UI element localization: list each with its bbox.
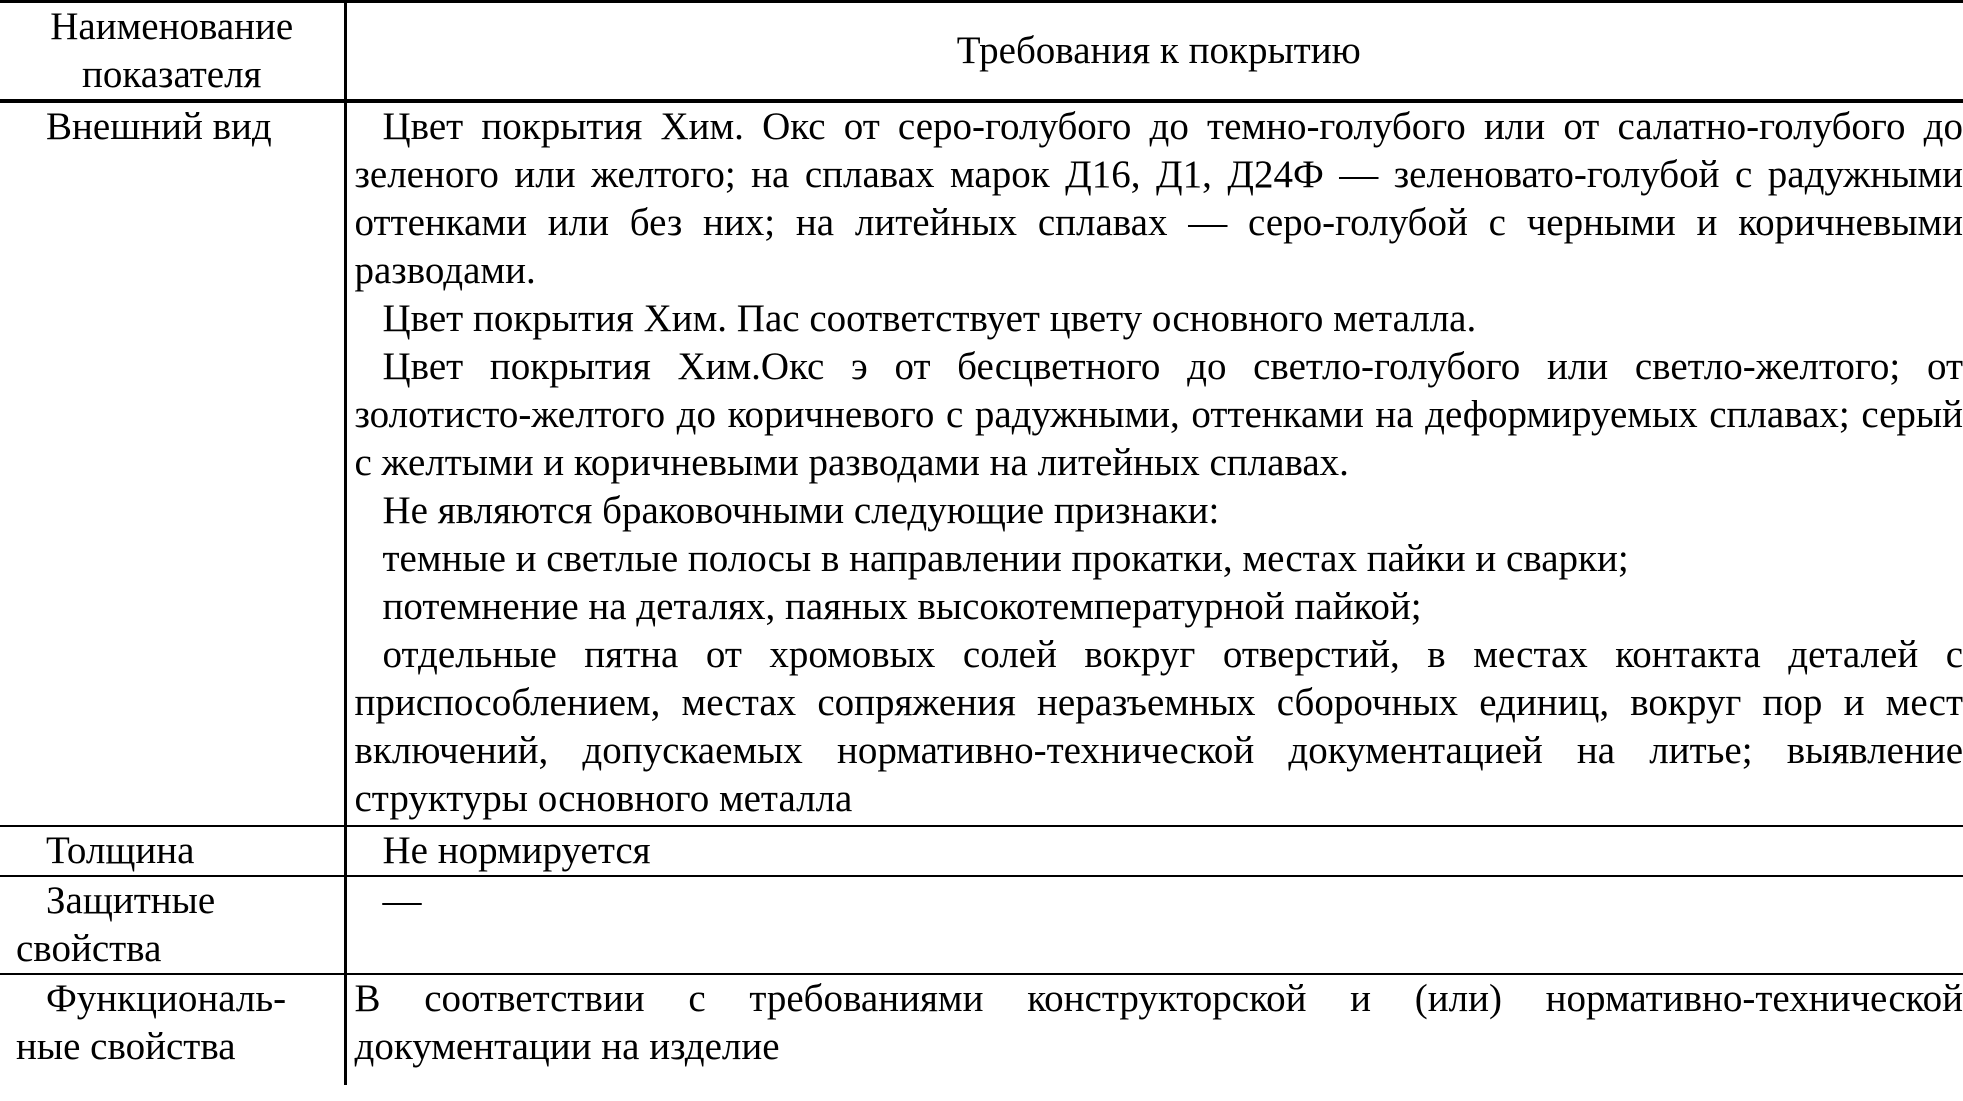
header-indicator-name	[0, 2, 345, 102]
row-content-protective	[345, 876, 1963, 974]
row-content-thickness	[345, 826, 1963, 876]
row-label-functional	[0, 974, 345, 1085]
table-header-row	[0, 2, 1963, 102]
paragraph-spots: отдельные пятна от хромовых солей вокруг отверстий, в местах контакта деталей с приспособлением, местах сопряжения неразъемных сборочных единиц, вокруг пор и мест включений, допускаемых нормативно-технической документацией на литье; выявление структуры основного металла	[354, 633, 1963, 820]
header-coating-requirements: Требования к покрытию	[345, 2, 1963, 102]
label-line: Защитные	[46, 879, 216, 922]
paragraph-protective: —	[382, 879, 422, 922]
table-row-functional	[0, 974, 1963, 1085]
table-row-appearance	[0, 101, 1963, 826]
paragraph-color-chem-oks-e: Цвет покрытия Хим.Окс э от бесцветного до светло-голубого или светло-желтого; от золотисто-желтого до коричневого с радужными, оттенками на деформируемых сплавах; серый с желтыми и коричневыми разводами на литейных сплавах.	[354, 345, 1963, 484]
label-line: ные свойства	[16, 1025, 236, 1068]
row-label-protective	[0, 876, 345, 974]
row-content-functional	[345, 974, 1963, 1085]
paragraph-non-reject-signs: Не являются браковочными следующие признаки:	[382, 489, 1220, 532]
header-col1-line1: Наименование	[50, 5, 294, 48]
row-label-thickness	[0, 826, 345, 876]
row-content-appearance	[345, 101, 1963, 826]
paragraph-thickness: Не нормируется	[382, 829, 651, 872]
label-line: Функциональ-	[46, 977, 287, 1020]
paragraph-color-chem-oks: Цвет покрытия Хим. Окс от серо-голубого до темно-голубого или от салатно-голубого до зеленого или желтого; на сплавах марок Д16, Д1, Д24Ф — зеленовато-голубой с радужными оттенками или без них; на литейных сплавах — серо-голубой с черными и коричневыми разводами.	[354, 105, 1963, 292]
label-line: свойства	[16, 927, 162, 970]
table-row-thickness	[0, 826, 1963, 876]
paragraph-color-chem-pas: Цвет покрытия Хим. Пас соответствует цвету основного металла.	[382, 297, 1477, 340]
paragraph-functional: В соответствии с требованиями конструкторской и (или) нормативно-технической документации на изделие	[354, 977, 1963, 1068]
header-col1-line2: показателя	[82, 53, 262, 96]
table-row-protective	[0, 876, 1963, 974]
paragraph-darkening: потемнение на деталях, паяных высокотемпературной пайкой;	[382, 585, 1422, 628]
paragraph-stripes: темные и светлые полосы в направлении прокатки, местах пайки и сварки;	[382, 537, 1629, 580]
label-line: Толщина	[46, 829, 195, 872]
row-label-appearance	[0, 101, 345, 826]
label-line: Внешний вид	[46, 105, 272, 148]
